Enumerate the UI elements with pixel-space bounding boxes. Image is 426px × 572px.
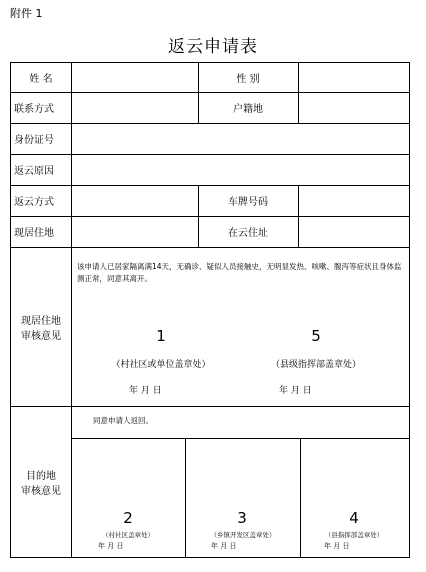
residence-review-label: [11, 247, 71, 406]
reason-field[interactable]: [72, 154, 409, 185]
column-divider: [300, 438, 301, 557]
destination-review-label-line1: 目的地: [26, 470, 56, 482]
residence-review-left-date: 年 月 日: [129, 386, 162, 396]
residence-review-statement: 该申请人已居家隔离满14天，无确诊、疑似人员接触史，无明显发热、咳嗽、腹泻等症状且身体监测正常，同意其离开。: [77, 262, 402, 283]
destination-col1-date: 年 月 日: [98, 542, 124, 550]
application-form: [10, 62, 410, 558]
residence-review-label-line1: 现居住地: [21, 315, 61, 327]
yunnan-address-label: 在云住址: [228, 228, 268, 239]
residence-review-label-line2: 审核意见: [21, 330, 61, 342]
id-field[interactable]: [72, 123, 409, 154]
destination-col2-date: 年 月 日: [211, 542, 237, 550]
gender-field[interactable]: [299, 63, 409, 92]
destination-col2-number: 3: [237, 509, 247, 527]
method-label: 返云方式: [14, 197, 54, 208]
residence-review-right-signer: （县级指挥部盖章处）: [270, 360, 361, 370]
destination-col3-date: 年 月 日: [324, 542, 350, 550]
name-field[interactable]: [72, 63, 198, 92]
destination-col1-number: 2: [123, 509, 133, 527]
method-field[interactable]: [72, 185, 198, 216]
contact-label: 联系方式: [14, 104, 54, 115]
destination-col1-signer: （村社区盖章处）: [102, 531, 154, 539]
destination-review-statement: 同意申请人返回。: [93, 416, 153, 425]
residence-field[interactable]: [72, 216, 198, 247]
plate-label: 车牌号码: [228, 197, 268, 208]
reason-label: 返云原因: [14, 166, 54, 177]
form-title: 返云申请表: [168, 37, 258, 57]
row-divider: [71, 438, 409, 439]
destination-col2-signer: （乡镇开发区盖章处）: [210, 531, 276, 539]
gender-label: 性 别: [236, 74, 260, 85]
yunnan-address-field[interactable]: [299, 216, 409, 247]
residence-review-right-date: 年 月 日: [279, 386, 312, 396]
destination-col3-number: 4: [349, 509, 359, 527]
residence-review-left-signer: （村社区或单位盖章处）: [111, 360, 211, 370]
attachment-label: 附件 1: [10, 7, 43, 20]
hukou-label: 户籍地: [233, 104, 263, 115]
plate-field[interactable]: [299, 185, 409, 216]
destination-review-label: [11, 406, 71, 557]
column-divider: [185, 438, 186, 557]
contact-field[interactable]: [72, 92, 198, 123]
id-label: 身份证号: [14, 135, 54, 146]
hukou-field[interactable]: [299, 92, 409, 123]
destination-review-label-line2: 审核意见: [21, 485, 61, 497]
destination-col3-signer: （县指挥部盖章处）: [324, 531, 384, 539]
name-label: 姓 名: [29, 74, 53, 85]
residence-review-right-number: 5: [311, 327, 321, 345]
residence-label: 现居住地: [14, 228, 54, 239]
residence-review-left-number: 1: [156, 327, 166, 345]
